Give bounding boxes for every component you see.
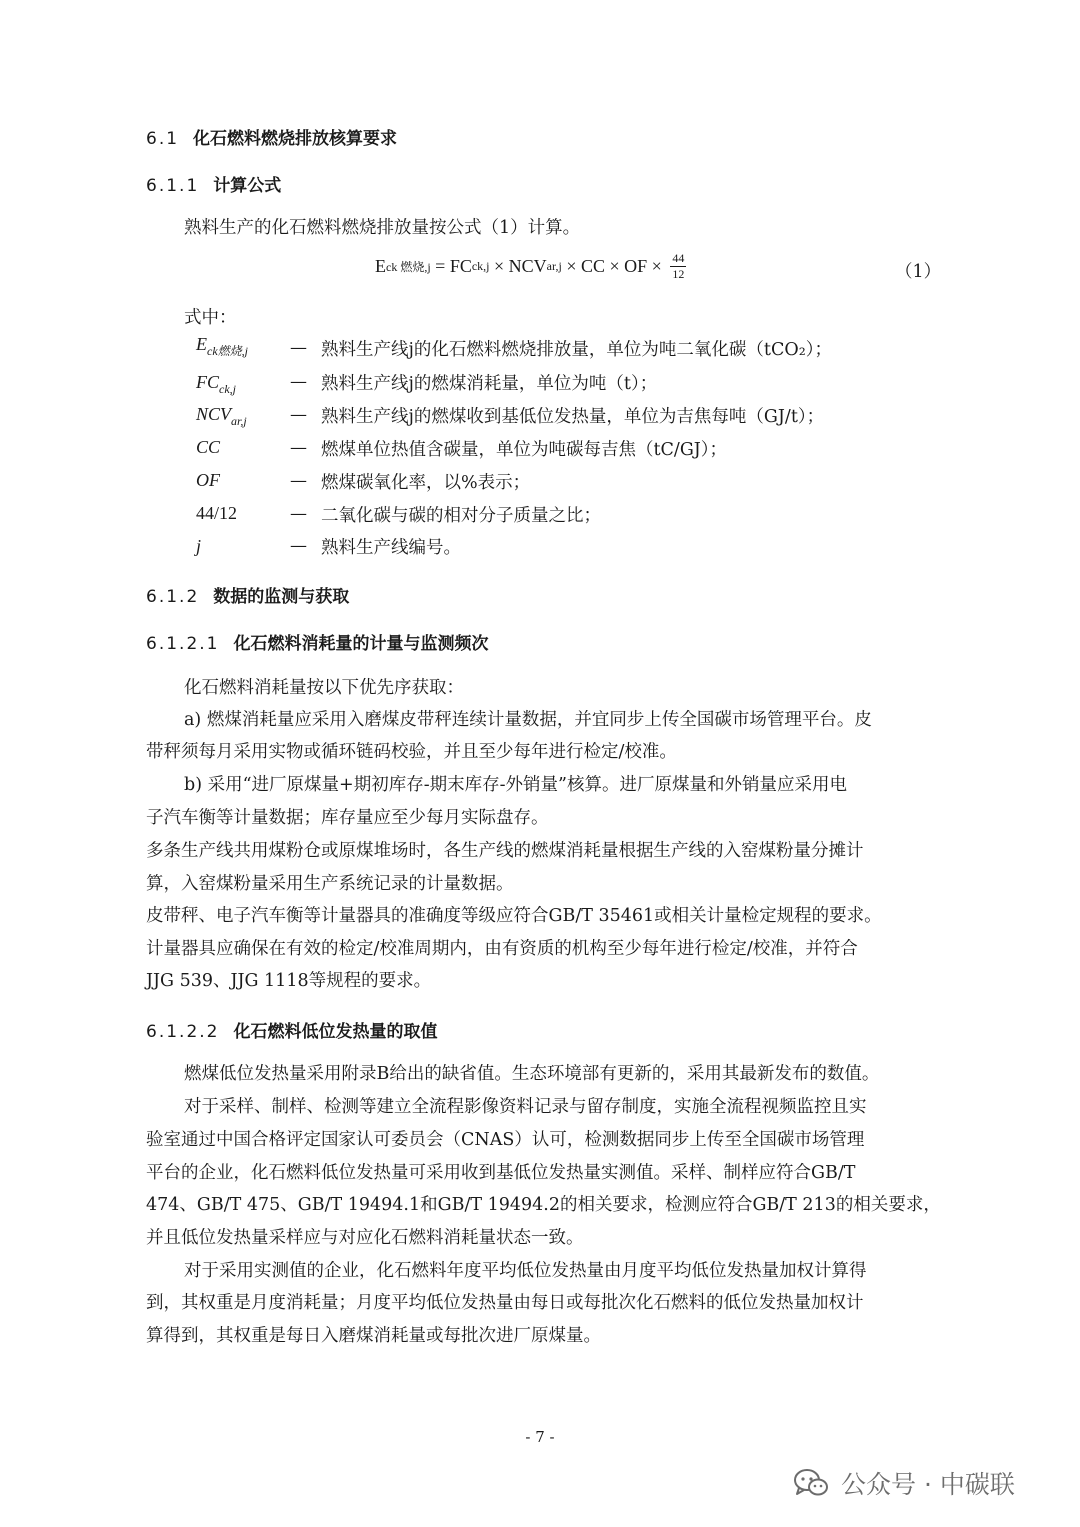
paragraph-line: 多条生产线共用煤粉仓或原煤堆场时，各生产线的燃煤消耗量根据生产线的入窑煤粉量分摊计	[146, 841, 864, 861]
watermark-text: 公众号 · 中碳联	[841, 1470, 1015, 1499]
section-number: 6.1	[146, 129, 180, 149]
equation-number: （1）	[895, 262, 942, 282]
variable-symbol: $E_{ck燃烧,j}$	[196, 334, 248, 358]
paragraph-line: 平台的企业，化石燃料低位发热量可采用收到基低位发热量实测值。采样、制样应符合GB/T	[146, 1163, 856, 1183]
section-title: 化石燃料燃烧排放核算要求	[193, 129, 398, 149]
section-number: 6.1.2	[146, 587, 200, 607]
section-heading-6-1	[146, 124, 397, 149]
variable-description: 熟料生产线编号。	[321, 538, 461, 558]
paragraph-line: JJG 539、JJG 1118等规程的要求。	[146, 971, 432, 991]
section-title: 化石燃料消耗量的计量与监测频次	[233, 634, 489, 654]
paragraph-line: a) 燃煤消耗量应采用入磨煤皮带秤连续计量数据，并宜同步上传全国碳市场管理平台。皮	[184, 710, 872, 730]
paragraph-line: 计量器具应确保在有效的检定/校准周期内，由有资质的机构至少每年进行检定/校准，并符合	[146, 939, 858, 959]
where-label: 式中：	[184, 308, 237, 328]
variable-symbol: OF	[196, 470, 220, 490]
section-number: 6.1.2.2	[146, 1022, 220, 1042]
variable-description: 燃煤单位热值含碳量，单位为吨碳每吉焦（tC/GJ）；	[321, 440, 728, 460]
page-number: - 7 -	[525, 1428, 555, 1446]
section-heading-6-1-2	[146, 582, 349, 607]
variable-symbol: $NCV_{ar,j}$	[196, 404, 247, 428]
section-title: 数据的监测与获取	[213, 587, 350, 607]
variable-symbol: $FC_{ck,j}$	[196, 372, 237, 396]
section-title: 计算公式	[213, 176, 282, 196]
paragraph-line: 化石燃料消耗量按以下优先序获取：	[184, 678, 464, 698]
paragraph-line: 并且低位发热量采样应与对应化石燃料消耗量状态一致。	[146, 1228, 584, 1248]
variable-dash: —	[290, 536, 307, 556]
variable-description: 燃煤碳氧化率，以%表示；	[321, 473, 531, 493]
paragraph-line: 验室通过中国合格评定国家认可委员会（CNAS）认可，检测数据同步上传至全国碳市场管理	[146, 1130, 865, 1150]
variable-description: 熟料生产线j的化石燃料燃烧排放量，单位为吨二氧化碳（tCO₂）；	[321, 340, 832, 360]
section-number: 6.1.2.1	[146, 634, 220, 654]
variable-dash: —	[290, 438, 307, 458]
variable-description: 二氧化碳与碳的相对分子质量之比；	[321, 506, 601, 526]
formula-1: E ck 燃烧,j = FC ck,j × NCV ar,j × CC × OF × $\frac{44}{12}$	[375, 251, 685, 281]
paragraph-line: 474、GB/T 475、GB/T 19494.1和GB/T 19494.2的相关要求，检测应符合GB/T 213的相关要求，	[146, 1195, 941, 1215]
paragraph-line: 对于采用实测值的企业，化石燃料年度平均低位发热量由月度平均低位发热量加权计算得	[184, 1261, 867, 1281]
variable-description: 熟料生产线j的燃煤收到基低位发热量，单位为吉焦每吨（GJ/t）；	[321, 407, 825, 427]
wechat-icon	[793, 1468, 829, 1498]
paragraph-line: 算得到，其权重是每日入磨煤消耗量或每批次进厂原煤量。	[146, 1326, 601, 1346]
variable-symbol: j	[196, 536, 202, 556]
section-number: 6.1.1	[146, 176, 200, 196]
variable-description: 熟料生产线j的燃煤消耗量，单位为吨（t）；	[321, 374, 658, 394]
paragraph-line: 子汽车衡等计量数据；库存量应至少每月实际盘存。	[146, 808, 549, 828]
paragraph-line: 到，其权重是月度消耗量；月度平均低位发热量由每日或每批次化石燃料的低位发热量加权计	[146, 1293, 864, 1313]
paragraph-line: 带秤须每月采用实物或循环链码校验，并且至少每年进行检定/校准。	[146, 742, 677, 762]
paragraph-line: b) 采用“进厂原煤量+期初库存-期末库存-外销量”核算。进厂原煤量和外销量应采用电	[184, 775, 847, 795]
intro-text: 熟料生产的化石燃料燃烧排放量按公式（1）计算。	[184, 218, 581, 238]
section-heading-6-1-1	[146, 171, 281, 196]
paragraph-line: 皮带秤、电子汽车衡等计量器具的准确度等级应符合GB/T 35461或相关计量检定规程的要求。	[146, 906, 882, 926]
variable-dash: —	[290, 405, 307, 425]
variable-dash: —	[290, 504, 307, 524]
section-title: 化石燃料低位发热量的取值	[233, 1022, 438, 1042]
paragraph-line: 燃煤低位发热量采用附录B给出的缺省值。生态环境部有更新的，采用其最新发布的数值。	[184, 1064, 880, 1084]
variable-symbol: 44/12	[196, 503, 238, 523]
variable-dash: —	[290, 471, 307, 491]
section-heading-6-1-2-2	[146, 1017, 437, 1042]
watermark	[793, 1465, 1015, 1501]
paragraph-line: 算，入窑煤粉量采用生产系统记录的计量数据。	[146, 874, 514, 894]
variable-dash: —	[290, 338, 307, 358]
variable-symbol: CC	[196, 437, 221, 457]
variable-dash: —	[290, 372, 307, 392]
paragraph-line: 对于采样、制样、检测等建立全流程影像资料记录与留存制度，实施全流程视频监控且实	[184, 1097, 867, 1117]
fraction-44-12: $\frac{44}{12}$	[672, 251, 685, 281]
section-heading-6-1-2-1	[146, 629, 488, 654]
